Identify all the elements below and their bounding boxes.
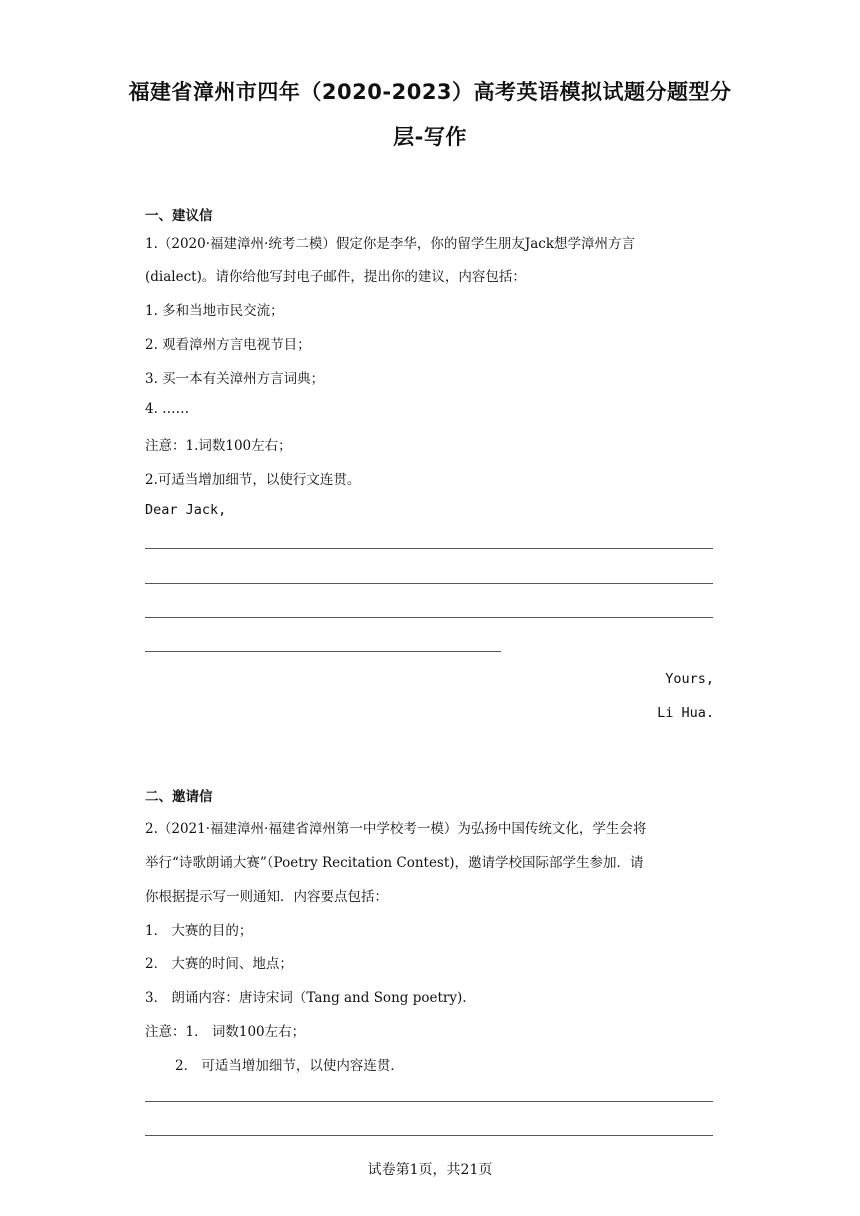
question-text-line: 你根据提示写一则通知．内容要点包括： <box>145 889 388 905</box>
answer-line <box>145 617 713 618</box>
title-line-1: 福建省漳州市四年（2020-2023）高考英语模拟试题分题型分 <box>128 80 732 104</box>
letter-closing: Yours, <box>665 671 714 687</box>
list-item: 3． 朗诵内容：唐诗宋词（Tang and Song poetry). <box>145 990 467 1006</box>
note-text: 注意：1． 词数100左右； <box>145 1024 306 1040</box>
question-text-line: 2.（2021·福建漳州·福建省漳州第一中学校考一模）为弘扬中国传统文化，学生会将 <box>145 821 647 837</box>
answer-line <box>145 548 713 549</box>
answer-line <box>145 1101 713 1102</box>
answer-line <box>145 1135 713 1136</box>
note-text: 注意：1.词数100左右； <box>145 438 292 454</box>
note-text: 2． 可适当增加细节，以使内容连贯． <box>175 1058 404 1074</box>
question-text-line: 1.（2020·福建漳州·统考二模）假定你是李华，你的留学生朋友Jack想学漳州方言 <box>145 236 636 252</box>
question-text-line: 举行“诗歌朗诵大赛”（Poetry Recitation Contest)，邀请学校国际部学生参加．请 <box>145 855 644 871</box>
letter-greeting: Dear Jack, <box>145 502 227 518</box>
list-item: 3. 买一本有关漳州方言词典； <box>145 371 325 387</box>
list-item: 2． 大赛的时间、地点； <box>145 956 293 972</box>
title-line-2: 层-写作 <box>393 125 467 149</box>
question-text-line: (dialect)。请你给他写封电子邮件，提出你的建议，内容包括： <box>145 269 526 285</box>
list-item: 2. 观看漳州方言电视节目； <box>145 337 311 353</box>
note-text: 2.可适当增加细节，以使行文连贯。 <box>145 472 361 488</box>
section-heading: 二、邀请信 <box>145 789 213 805</box>
section-heading: 一、建议信 <box>145 208 213 224</box>
list-item: 1. 多和当地市民交流； <box>145 303 284 319</box>
letter-signature: Li Hua. <box>657 705 714 721</box>
list-item: 4. …… <box>145 401 190 417</box>
answer-line <box>145 651 501 652</box>
answer-line <box>145 583 713 584</box>
page-footer: 试卷第1页，共21页 <box>367 1162 493 1178</box>
list-item: 1． 大赛的目的； <box>145 923 253 939</box>
